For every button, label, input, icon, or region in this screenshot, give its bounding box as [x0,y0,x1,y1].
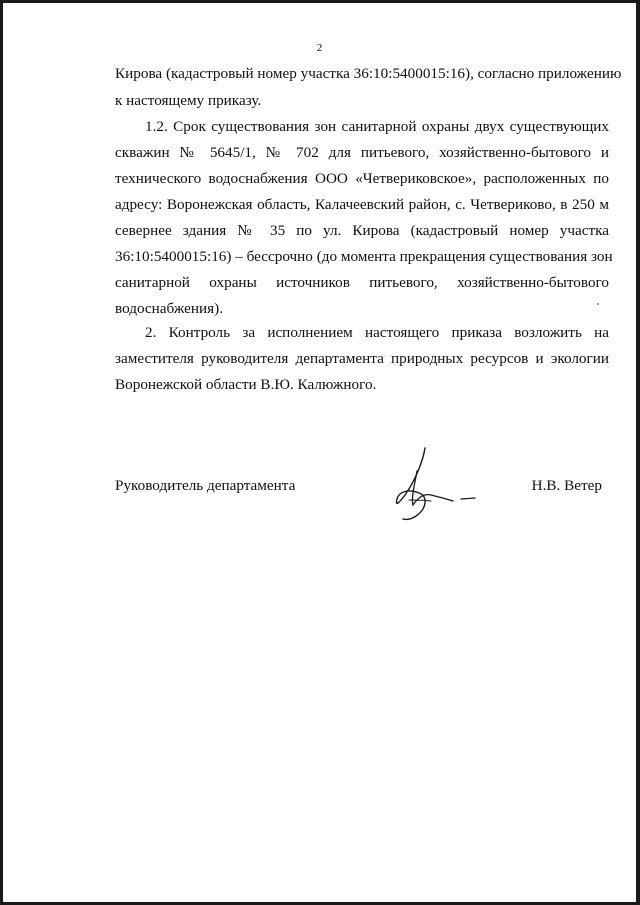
paragraph-2-line-6: 36:10:5400015:16) – бессрочно (до момента прекращения существования зон [115,248,613,265]
paragraph-3-line-1: 2. Контроль за исполнением настоящего приказа возложить на [145,324,609,341]
paragraph-3-line-3: Воронежской области В.Ю. Калюжного. [115,376,377,393]
paragraph-1-line-2: к настоящему приказу. [115,92,262,109]
page-number: 2 [316,42,323,54]
paragraph-3-line-2: заместителя руководителя департамента природных ресурсов и экологии [115,350,609,367]
scan-speck [597,303,599,305]
paragraph-2-line-4: адресу: Воронежская область, Калачеевский район, с. Четвериково, в 250 м [115,196,609,213]
signatory-name: Н.В. Ветер [531,477,602,494]
paragraph-2-line-8: водоснабжения). [115,300,224,317]
handwritten-signature [379,443,479,523]
signatory-role: Руководитель департамента [115,477,296,494]
paragraph-2-line-3: технического водоснабжения ООО «Четвериковское», расположенных по [115,170,609,187]
paragraph-2-line-2: скважин № 5645/1, № 702 для питьевого, хозяйственно-бытового и [115,144,609,161]
paragraph-2-line-5: севернее здания № 35 по ул. Кирова (кадастровый номер участка [115,222,609,239]
paragraph-2-line-1: 1.2. Срок существования зон санитарной охраны двух существующих [145,118,609,135]
paragraph-1-line-1: Кирова (кадастровый номер участка 36:10:5400015:16), согласно приложению [115,65,622,82]
paragraph-2-line-7: санитарной охраны источников питьевого, хозяйственно-бытового [115,274,609,291]
